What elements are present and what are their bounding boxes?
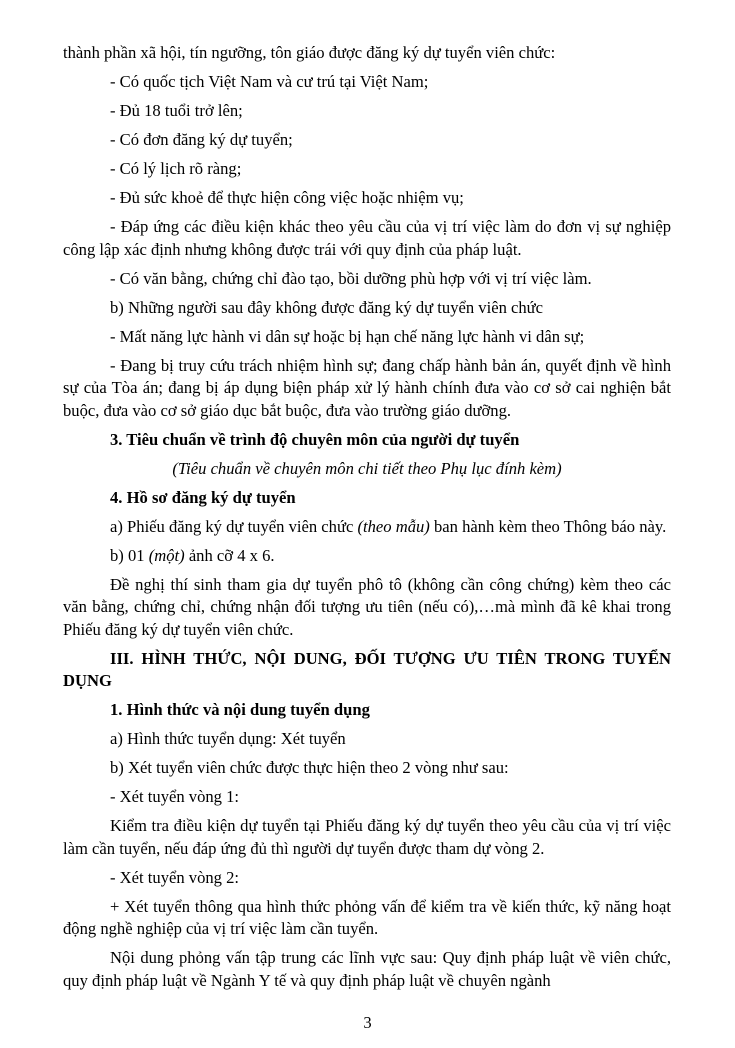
list-item xyxy=(63,129,671,152)
list-item xyxy=(63,100,671,123)
text-run: a) Hình thức tuyển dụng: Xét tuyển xyxy=(110,729,346,748)
text-run: - Có lý lịch rõ ràng; xyxy=(110,159,242,178)
body-paragraph xyxy=(63,815,671,860)
text-run: 1. Hình thức và nội dung tuyển dụng xyxy=(110,700,370,719)
text-run: b) Xét tuyển viên chức được thực hiện theo 2 vòng như sau: xyxy=(110,758,509,777)
text-run: III. HÌNH THỨC, NỘI DUNG, ĐỐI TƯỢNG ƯU TIÊN TRONG TUYỂN DỤNG xyxy=(63,648,671,690)
text-run: - Xét tuyển vòng 2: xyxy=(110,867,240,887)
text-run: (một) xyxy=(148,545,185,565)
text-run: - Có đơn đăng ký dự tuyển; xyxy=(110,130,293,149)
text-run: - Mất năng lực hành vi dân sự hoặc bị hạn chế năng lực hành vi dân sự; xyxy=(110,326,585,346)
list-item xyxy=(63,158,671,181)
text-run: - Đủ 18 tuổi trở lên; xyxy=(110,101,243,120)
body-paragraph xyxy=(63,896,671,941)
list-item xyxy=(63,71,671,94)
list-item xyxy=(63,268,671,291)
document-body xyxy=(63,42,671,992)
text-run: ban hành kèm theo Thông báo này. xyxy=(429,516,667,536)
text-run: Kiểm tra điều kiện dự tuyển tại Phiếu đăng ký dự tuyển theo yêu cầu của vị trí việc làm cần tuyển, nếu đáp ứng đủ thì người dự tuyển được tham dự vòng 2. xyxy=(63,816,671,858)
text-run: 4. Hồ sơ đăng ký dự tuyển xyxy=(110,487,296,507)
text-run: - Đủ sức khoẻ để thực hiện công việc hoặc nhiệm vụ; xyxy=(110,188,464,207)
text-run: Đề nghị thí sinh tham gia dự tuyển phô tô (không cần công chứng) kèm theo các văn bằng, chứng chỉ, chứng nhận đối tượng ưu tiên (nếu có),…mà mình đã kê khai trong Phiếu đăng ký dự tuyển viên chức. xyxy=(63,574,671,639)
page-number: 3 xyxy=(363,1012,372,1032)
continuation-paragraph xyxy=(63,42,671,65)
list-item xyxy=(63,216,671,261)
text-run: - Xét tuyển vòng 1: xyxy=(110,787,240,806)
subsection-heading xyxy=(63,487,671,510)
list-item xyxy=(63,187,671,210)
text-run: - Có văn bằng, chứng chỉ đào tạo, bồi dưỡng phù hợp với vị trí việc làm. xyxy=(110,268,592,288)
section-heading xyxy=(63,648,671,693)
text-run: + Xét tuyển thông qua hình thức phỏng vấn để kiểm tra về kiến thức, kỹ năng hoạt động nghề nghiệp của vị trí việc làm cần tuyển. xyxy=(63,896,671,938)
body-paragraph xyxy=(63,947,671,992)
text-run: b) Những người sau đây không được đăng ký dự tuyển viên chức xyxy=(110,297,544,317)
text-run: (theo mẫu) xyxy=(357,516,430,536)
subsection-heading xyxy=(63,699,671,722)
list-item xyxy=(63,867,671,890)
body-paragraph xyxy=(63,297,671,320)
body-paragraph xyxy=(63,757,671,780)
list-item xyxy=(63,786,671,809)
body-paragraph xyxy=(63,574,671,642)
text-run: thành phần xã hội, tín ngưỡng, tôn giáo được đăng ký dự tuyển viên chức: xyxy=(63,43,556,62)
text-run: - Đáp ứng các điều kiện khác theo yêu cầu của vị trí việc làm do đơn vị sự nghiệp công lập xác định nhưng không được trái với quy định của pháp luật. xyxy=(63,217,671,259)
body-paragraph xyxy=(63,728,671,751)
text-run: - Đang bị truy cứu trách nhiệm hình sự; đang chấp hành bản án, quyết định về hình sự của Tòa án; đang bị áp dụng biện pháp xử lý hành chính đưa vào cơ sở cai nghiện bắt buộc, đưa vào cơ sở giáo dục bắt buộc, đưa vào trường giáo dưỡng. xyxy=(63,355,671,420)
text-run: ảnh cỡ 4 x 6. xyxy=(184,545,275,565)
text-run: (Tiêu chuẩn về chuyên môn chi tiết theo Phụ lục đính kèm) xyxy=(172,458,562,478)
body-paragraph xyxy=(63,516,671,539)
list-item xyxy=(63,326,671,349)
subsection-heading xyxy=(63,429,671,452)
note-paragraph xyxy=(63,458,671,481)
text-run: b) 01 xyxy=(110,545,149,565)
list-item xyxy=(63,355,671,423)
text-run: a) Phiếu đăng ký dự tuyển viên chức xyxy=(110,516,358,536)
text-run: - Có quốc tịch Việt Nam và cư trú tại Việt Nam; xyxy=(110,72,429,91)
text-run: Nội dung phỏng vấn tập trung các lĩnh vực sau: Quy định pháp luật về viên chức, quy định pháp luật về Ngành Y tế và quy định pháp luật về chuyên ngành xyxy=(63,948,671,990)
body-paragraph xyxy=(63,545,671,568)
text-run: 3. Tiêu chuẩn về trình độ chuyên môn của người dự tuyển xyxy=(110,429,520,449)
